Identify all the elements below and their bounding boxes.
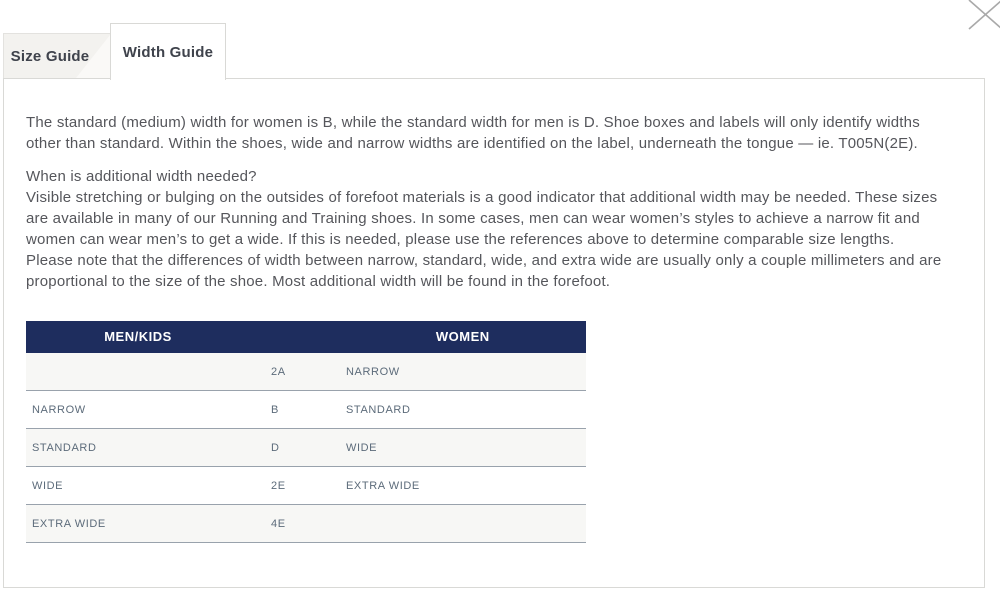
tab-size-guide[interactable] [3,33,111,78]
cell-width-code: 2A [271,365,286,378]
intro-paragraph: The standard (medium) width for women is B, while the standard width for men is D. Shoe boxes and labels will only identify widths other than standard. Within the shoes, wide and narrow widths are identified on the label, underneath the tongue — ie. T005N(2E). [26,114,920,152]
cell-men-kids: WIDE [32,479,64,492]
cell-men-kids: NARROW [32,403,86,416]
cell-width-code: D [271,441,280,454]
header-women: WOMEN [435,329,490,344]
table-row [26,353,586,391]
tab-width-guide-label: Width Guide [122,43,214,61]
table-row [26,429,586,467]
cell-width-code: 2E [271,479,286,492]
width-table-header [26,321,586,353]
table-row [26,505,586,543]
cell-width-code: B [271,403,279,416]
table-row [26,467,586,505]
width-guide-panel [3,78,985,588]
cell-men-kids: EXTRA WIDE [32,517,106,530]
close-icon[interactable] [964,0,1000,34]
cell-men-kids: STANDARD [32,441,97,454]
header-men-kids: MEN/KIDS [104,329,172,344]
cell-women: WIDE [346,441,378,454]
table-row [26,391,586,429]
x-glyph [964,0,1000,34]
cell-women: STANDARD [346,403,411,416]
tab-size-guide-label: Size Guide [10,47,90,65]
tab-width-guide[interactable] [110,23,226,80]
cell-width-code: 4E [271,517,286,530]
cell-women: NARROW [346,365,400,378]
cell-women: EXTRA WIDE [346,479,420,492]
answer-paragraph: Visible stretching or bulging on the outsides of forefoot materials is a good indicator that additional width may be needed. These sizes are available in many of our Running and Training shoes. In some cases, men can wear women’s styles to achieve a narrow fit and women can wear men’s to get a wide. If this is needed, please use the references above to determine comparable size lengths. Please note that the differences of width between narrow, standard, wide, and extra wide are usually only a couple millimeters and are proportional to the size of the shoe. Most additional width will be found in the forefoot. [26,189,942,290]
width-table [26,321,586,543]
question-line: When is additional width needed? [26,168,257,185]
